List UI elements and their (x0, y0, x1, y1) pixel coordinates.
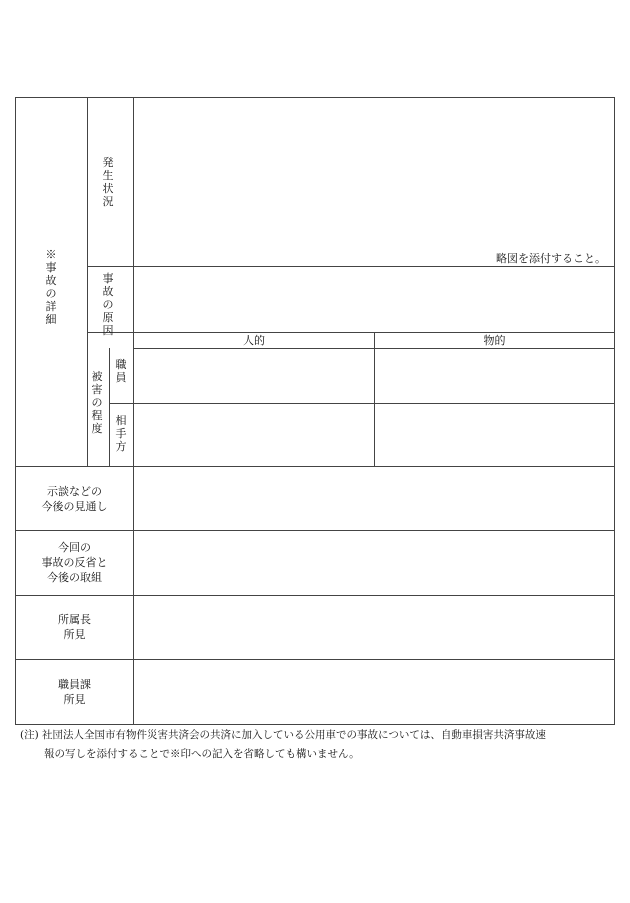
col-divider-1 (87, 97, 88, 466)
col-divider-sub (109, 348, 110, 466)
director-opinion-field[interactable] (134, 596, 614, 659)
personnel-opinion-field[interactable] (134, 660, 614, 724)
frame-bottom (15, 724, 614, 725)
reflection-label: 今回の 事故の反省と 今後の取組 (41, 541, 108, 584)
reflection-field[interactable] (134, 531, 614, 595)
cause-label: 事故の原因 (102, 272, 114, 337)
footnote-line-1: (注) 社団法人全国市有物件災害共済会の共済に加入している公用車での事故については、自動車損害共済事故速 (20, 729, 546, 741)
sketch-note: 略図を添付すること。 (496, 252, 606, 265)
cause-field[interactable] (134, 267, 614, 332)
director-opinion-label: 所属長 所見 (58, 613, 91, 641)
staff-label: 職員 (115, 358, 127, 384)
column-header-property: 物的 (483, 334, 506, 347)
counterparty-label: 相手方 (115, 414, 127, 453)
footnote-line-2: 報の写しを添付することで※印への記入を省略しても構いません。 (44, 748, 360, 760)
column-header-human: 人的 (243, 334, 265, 347)
accident-detail-label: ※事故の詳細 (45, 248, 57, 326)
staff-human-field[interactable] (134, 349, 374, 403)
counterparty-human-field[interactable] (134, 404, 374, 466)
personnel-opinion-label: 職員課 所見 (58, 678, 91, 706)
settlement-label: 示談などの 今後の見通し (41, 485, 108, 513)
occurrence-field[interactable] (134, 98, 614, 248)
frame-right (614, 97, 615, 725)
settlement-field[interactable] (134, 467, 614, 530)
staff-property-field[interactable] (375, 349, 614, 403)
counterparty-property-field[interactable] (375, 404, 614, 466)
damage-label: 被害の程度 (91, 370, 103, 435)
occurrence-label: 発生状況 (102, 156, 114, 208)
